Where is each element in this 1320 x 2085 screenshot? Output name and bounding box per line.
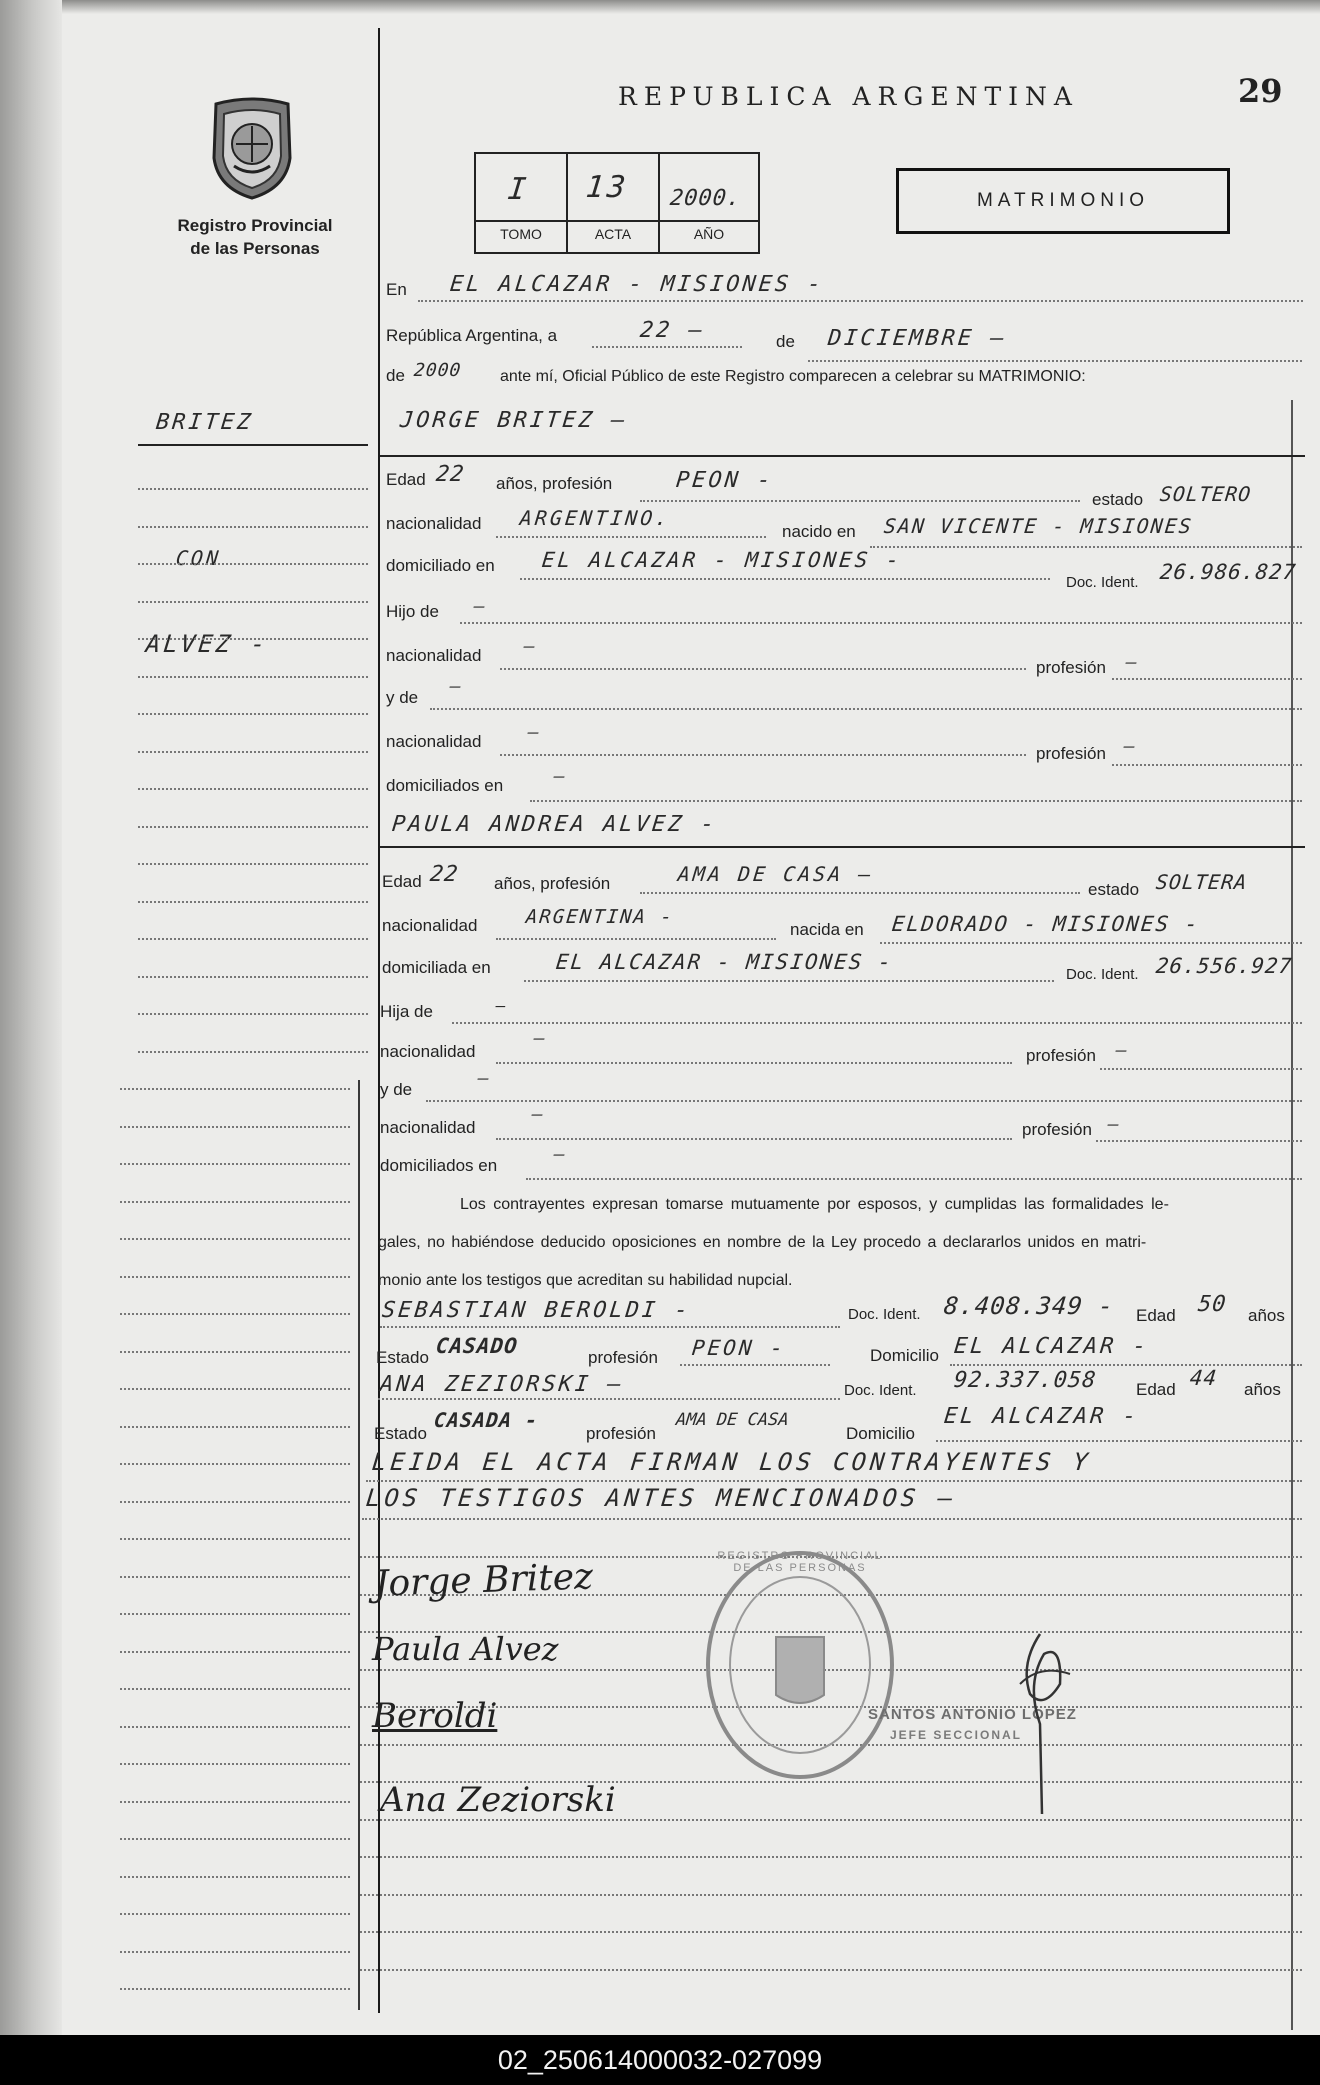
- witness2-edad-label: Edad: [1136, 1380, 1176, 1399]
- margin-dotted-line: [138, 863, 368, 865]
- intro-statement: ante mí, Oficial Público de este Registro comparecen a celebrar su MATRIMONIO:: [500, 368, 1086, 385]
- act-number-box: [474, 152, 760, 254]
- groom-domicile: EL ALCAZAR - MISIONES -: [540, 548, 904, 572]
- dotted-line: [680, 1364, 830, 1366]
- signature-dotted-line: [360, 1969, 1302, 1971]
- witness1-name: SEBASTIAN BEROLDI -: [380, 1298, 692, 1323]
- official-seal-icon: [700, 1545, 900, 1785]
- witness1-domicile: EL ALCAZAR -: [952, 1334, 1151, 1359]
- margin-dotted-line: [120, 1688, 350, 1690]
- bride-estado: SOLTERA: [1154, 870, 1249, 894]
- dotted-line: [1100, 1068, 1302, 1070]
- anio-label: AÑO: [660, 220, 758, 242]
- dotted-line: [366, 1480, 1302, 1482]
- groom-name: JORGE BRITEZ —: [398, 408, 629, 433]
- margin-dotted-line: [120, 1276, 350, 1278]
- bride-doc-label: Doc. Ident.: [1066, 966, 1139, 983]
- bride-nacida-label: nacida en: [790, 920, 864, 939]
- signature-dotted-line: [360, 1894, 1302, 1896]
- bride-nac-label: nacionalidad: [382, 916, 478, 935]
- bride-domicile: EL ALCAZAR - MISIONES -: [554, 950, 895, 974]
- bride-mother-prof: —: [1106, 1114, 1123, 1135]
- margin-dotted-line: [138, 713, 368, 715]
- dotted-line: [378, 1398, 840, 1400]
- dotted-line: [1112, 764, 1302, 766]
- en-label: En: [386, 280, 407, 299]
- margin-dotted-line: [120, 1201, 350, 1203]
- registry-name: [160, 214, 350, 260]
- dotted-line: [640, 500, 1080, 502]
- bride-name: PAULA ANDREA ALVEZ -: [390, 812, 719, 837]
- dotted-line: [362, 1518, 1302, 1520]
- page-number: 29: [1238, 72, 1283, 110]
- dotted-line: [524, 980, 1054, 982]
- groom-hijo-label: Hijo de: [386, 602, 439, 621]
- margin-surname2: ALVEZ -: [144, 630, 270, 658]
- margin-dotted-line: [120, 1463, 350, 1465]
- groom-age: 22: [434, 462, 466, 487]
- margin-dotted-line: [120, 1238, 350, 1240]
- witness2-dom-label: Domicilio: [846, 1424, 915, 1443]
- groom-father-nac: —: [522, 636, 539, 657]
- image-id-footer: 02_250614000032-027099: [0, 2035, 1320, 2085]
- declaration-line1: Los contrayentes expresan tomarse mutuamente por esposos, y cumplidas las formalidades le-: [460, 1196, 1169, 1213]
- bride-mother-nac-label: nacionalidad: [380, 1118, 476, 1137]
- groom-nac-label: nacionalidad: [386, 514, 482, 533]
- signature-dotted-line: [360, 1931, 1302, 1933]
- dotted-line: [808, 360, 1302, 362]
- witness2-estado-label: Estado: [374, 1424, 427, 1443]
- margin-dotted-line: [120, 1988, 350, 1990]
- witness1-estado-label: Estado: [376, 1348, 429, 1367]
- witness1-edad-label: Edad: [1136, 1306, 1176, 1325]
- signature-dotted-line: [360, 1856, 1302, 1858]
- bride-father-prof: —: [1114, 1040, 1131, 1061]
- intro-year: 2000: [412, 360, 463, 381]
- groom-anos-prof-label: años, profesión: [496, 474, 613, 493]
- witness2-domicile: EL ALCAZAR -: [942, 1404, 1141, 1429]
- dotted-line: [526, 1178, 1302, 1180]
- margin-dotted-line: [120, 1576, 350, 1578]
- witness1-doc: 8.408.349 -: [942, 1292, 1116, 1320]
- groom-father-prof: —: [1124, 652, 1141, 673]
- witness2-age: 44: [1188, 1366, 1219, 1390]
- dotted-line: [496, 938, 776, 940]
- dotted-line: [500, 668, 1026, 670]
- margin-dotted-line: [120, 1388, 350, 1390]
- witness1-profession: PEON -: [690, 1336, 788, 1360]
- anio-cell: [660, 154, 758, 252]
- groom-parents-domicile: —: [552, 766, 569, 787]
- margin-dotted-line: [138, 1051, 368, 1053]
- witness2-profession: AMA DE CASA: [674, 1410, 790, 1430]
- groom-yde-label: y de: [386, 688, 419, 707]
- declaration-line2: gales, no habiéndose deducido oposiciones en nombre de la Ley procedo a declararlos unidos en matri-: [378, 1234, 1147, 1251]
- closing-line1: LEIDA EL ACTA FIRMAN LOS CONTRAYENTES Y: [370, 1448, 1094, 1476]
- acta-label: ACTA: [568, 220, 658, 242]
- margin-dotted-line: [138, 1013, 368, 1015]
- bride-nationality: ARGENTINA -: [524, 906, 675, 928]
- bride-mother-nac: —: [530, 1104, 547, 1125]
- margin-dotted-line: [138, 788, 368, 790]
- groom-estado-label: estado: [1092, 490, 1144, 509]
- margin-rule-lower: [358, 1080, 360, 2010]
- right-rule: [1291, 400, 1293, 2030]
- groom-edad-label: Edad: [386, 470, 426, 489]
- acta-cell: [568, 154, 660, 252]
- margin-dotted-line: [120, 1726, 350, 1728]
- witness1-age: 50: [1196, 1292, 1228, 1317]
- bride-doc: 26.556.927: [1154, 954, 1294, 978]
- bride-dom-label: domiciliada en: [382, 958, 491, 977]
- tomo-label: TOMO: [476, 220, 566, 242]
- closing-line2: LOS TESTIGOS ANTES MENCIONADOS —: [364, 1484, 958, 1512]
- dotted-line: [380, 1326, 840, 1328]
- bride-father-nac-label: nacionalidad: [380, 1042, 476, 1061]
- margin-dotted-line: [138, 826, 368, 828]
- witness2-doc-label: Doc. Ident.: [844, 1382, 917, 1399]
- margin-dotted-line: [120, 1801, 350, 1803]
- role-stamp: JEFE SECCIONAL: [890, 1728, 1023, 1742]
- groom-father: —: [472, 596, 489, 617]
- de2-label: de: [386, 366, 405, 385]
- dotted-line: [500, 754, 1026, 756]
- margin-dotted-line: [138, 563, 368, 565]
- bride-father-prof-label: profesión: [1026, 1046, 1096, 1065]
- groom-father-prof-label: profesión: [1036, 658, 1106, 677]
- dotted-line: [950, 1364, 1302, 1366]
- dotted-line: [460, 622, 1302, 624]
- groom-estado: SOLTERO: [1158, 482, 1253, 506]
- groom-doc-label: Doc. Ident.: [1066, 574, 1139, 591]
- margin-dotted-line: [138, 751, 368, 753]
- groom-mother-prof: —: [1122, 736, 1139, 757]
- margin-dotted-line: [120, 1501, 350, 1503]
- bride-domiciliados-label: domiciliados en: [380, 1156, 498, 1175]
- registry-name-line2: de las Personas: [190, 239, 320, 258]
- dotted-line: [1096, 1140, 1302, 1142]
- country-title: REPUBLICA ARGENTINA: [618, 82, 1079, 111]
- bride-age: 22: [428, 862, 460, 887]
- signature-bride: Paula Alvez: [372, 1630, 559, 1668]
- dotted-line: [640, 892, 1080, 894]
- margin-dotted-line: [120, 1313, 350, 1315]
- margin-dotted-line: [120, 1163, 350, 1165]
- declaration-line3: monio ante los testigos que acreditan su habilidad nupcial.: [378, 1272, 793, 1289]
- witness2-name: ANA ZEZIORSKI —: [378, 1372, 626, 1397]
- groom-dom-label: domiciliado en: [386, 556, 495, 575]
- tomo-cell: [476, 154, 568, 252]
- dotted-line: [430, 708, 1302, 710]
- dotted-line: [426, 1100, 1302, 1102]
- margin-dotted-line: [138, 976, 368, 978]
- witness1-dom-label: Domicilio: [870, 1346, 939, 1365]
- signature-groom: Jorge Britez: [373, 1556, 594, 1605]
- dotted-line: [452, 1022, 1302, 1024]
- dotted-line: [520, 578, 1050, 580]
- act-type-box: MATRIMONIO: [896, 168, 1230, 234]
- witness1-doc-label: Doc. Ident.: [848, 1306, 921, 1323]
- groom-birthplace: SAN VICENTE - MISIONES: [882, 514, 1195, 538]
- margin-dotted-line: [120, 1763, 350, 1765]
- registry-name-line1: Registro Provincial: [177, 216, 333, 235]
- margin-dotted-line: [120, 1913, 350, 1915]
- margin-dotted-line: [120, 1426, 350, 1428]
- margin-dotted-line: [120, 1126, 350, 1128]
- bride-yde-label: y de: [380, 1080, 413, 1099]
- bride-mother-prof-label: profesión: [1022, 1120, 1092, 1139]
- bride-mother: —: [476, 1068, 493, 1089]
- bride-birthplace: ELDORADO - MISIONES -: [890, 912, 1201, 936]
- margin-dotted-line: [138, 488, 368, 490]
- witness1-estado: CASADO: [434, 1334, 520, 1358]
- groom-nacido-label: nacido en: [782, 522, 856, 541]
- name-stamp: SANTOS ANTONIO LOPEZ: [868, 1706, 1077, 1723]
- groom-profession: PEON -: [674, 468, 775, 493]
- margin-dotted-line: [120, 1538, 350, 1540]
- margin-dotted-line: [120, 1838, 350, 1840]
- bride-hija-label: Hija de: [380, 1002, 433, 1021]
- bride-anos-prof-label: años, profesión: [494, 874, 611, 893]
- groom-nationality: ARGENTINO.: [518, 506, 672, 530]
- groom-mother-nac: —: [526, 722, 543, 743]
- margin-dotted-line: [120, 1351, 350, 1353]
- margin-dotted-line: [120, 1613, 350, 1615]
- witness2-estado: CASADA -: [432, 1408, 540, 1432]
- dotted-line: [418, 300, 1303, 302]
- section-rule: [380, 455, 1305, 457]
- dotted-line: [496, 1138, 1012, 1140]
- margin-dotted-line: [138, 938, 368, 940]
- dotted-line: [880, 942, 1302, 944]
- intro-month: DICIEMBRE —: [826, 326, 1009, 351]
- signature-witness2: Ana Zeziorski: [380, 1780, 616, 1820]
- margin-dotted-line: [138, 526, 368, 528]
- groom-mother: —: [448, 676, 465, 697]
- dotted-line: [936, 1440, 1302, 1442]
- witness2-anos-label: años: [1244, 1380, 1281, 1399]
- dotted-line: [1112, 678, 1302, 680]
- witness1-prof-label: profesión: [588, 1348, 658, 1367]
- margin-dotted-line: [120, 1951, 350, 1953]
- republic-label: República Argentina, a: [386, 326, 558, 345]
- margin-dotted-line: [138, 676, 368, 678]
- tomo-value: I: [506, 172, 531, 207]
- intro-day: 22 —: [638, 318, 707, 343]
- intro-place: EL ALCAZAR - MISIONES -: [448, 272, 825, 297]
- bride-estado-label: estado: [1088, 880, 1140, 899]
- top-edge: [62, 0, 1320, 14]
- section-rule: [380, 846, 1305, 848]
- bride-parents-domicile: —: [552, 1144, 569, 1165]
- groom-domiciliados-label: domiciliados en: [386, 776, 504, 795]
- witness2-prof-label: profesión: [586, 1424, 656, 1443]
- bride-father: —: [495, 996, 510, 1015]
- dotted-line: [870, 546, 1302, 548]
- margin-surname1: BRITEZ: [154, 410, 255, 435]
- binding-shadow: [0, 0, 62, 2035]
- dotted-line: [592, 346, 742, 348]
- bride-father-nac: —: [532, 1028, 549, 1049]
- groom-doc: 26.986.827: [1158, 560, 1298, 584]
- groom-mother-prof-label: profesión: [1036, 744, 1106, 763]
- margin-rule-line: [138, 444, 368, 446]
- seal-ring-text: REGISTRO PROVINCIAL DE LAS PERSONAS: [717, 1550, 883, 1574]
- margin-conjunction: CON: [174, 546, 223, 570]
- bride-profession: AMA DE CASA —: [676, 862, 875, 886]
- witness2-doc: 92.337.058: [952, 1368, 1098, 1393]
- dotted-line: [496, 536, 766, 538]
- de-label: de: [776, 332, 795, 351]
- official-signature-icon: [1000, 1624, 1090, 1824]
- bride-edad-label: Edad: [382, 872, 422, 891]
- coat-of-arms-icon: [206, 96, 298, 200]
- margin-dotted-line: [138, 638, 368, 640]
- groom-mother-nac-label: nacionalidad: [386, 732, 482, 751]
- margin-dotted-line: [138, 901, 368, 903]
- dotted-line: [496, 1062, 1012, 1064]
- margin-dotted-line: [120, 1876, 350, 1878]
- acta-value: 13: [584, 170, 630, 205]
- margin-dotted-line: [120, 1651, 350, 1653]
- anio-value: 2000.: [668, 186, 743, 211]
- groom-father-nac-label: nacionalidad: [386, 646, 482, 665]
- signature-witness1: Beroldi: [372, 1696, 498, 1736]
- margin-dotted-line: [138, 601, 368, 603]
- margin-dotted-line: [120, 1088, 350, 1090]
- dotted-line: [530, 800, 1302, 802]
- witness1-anos-label: años: [1248, 1306, 1285, 1325]
